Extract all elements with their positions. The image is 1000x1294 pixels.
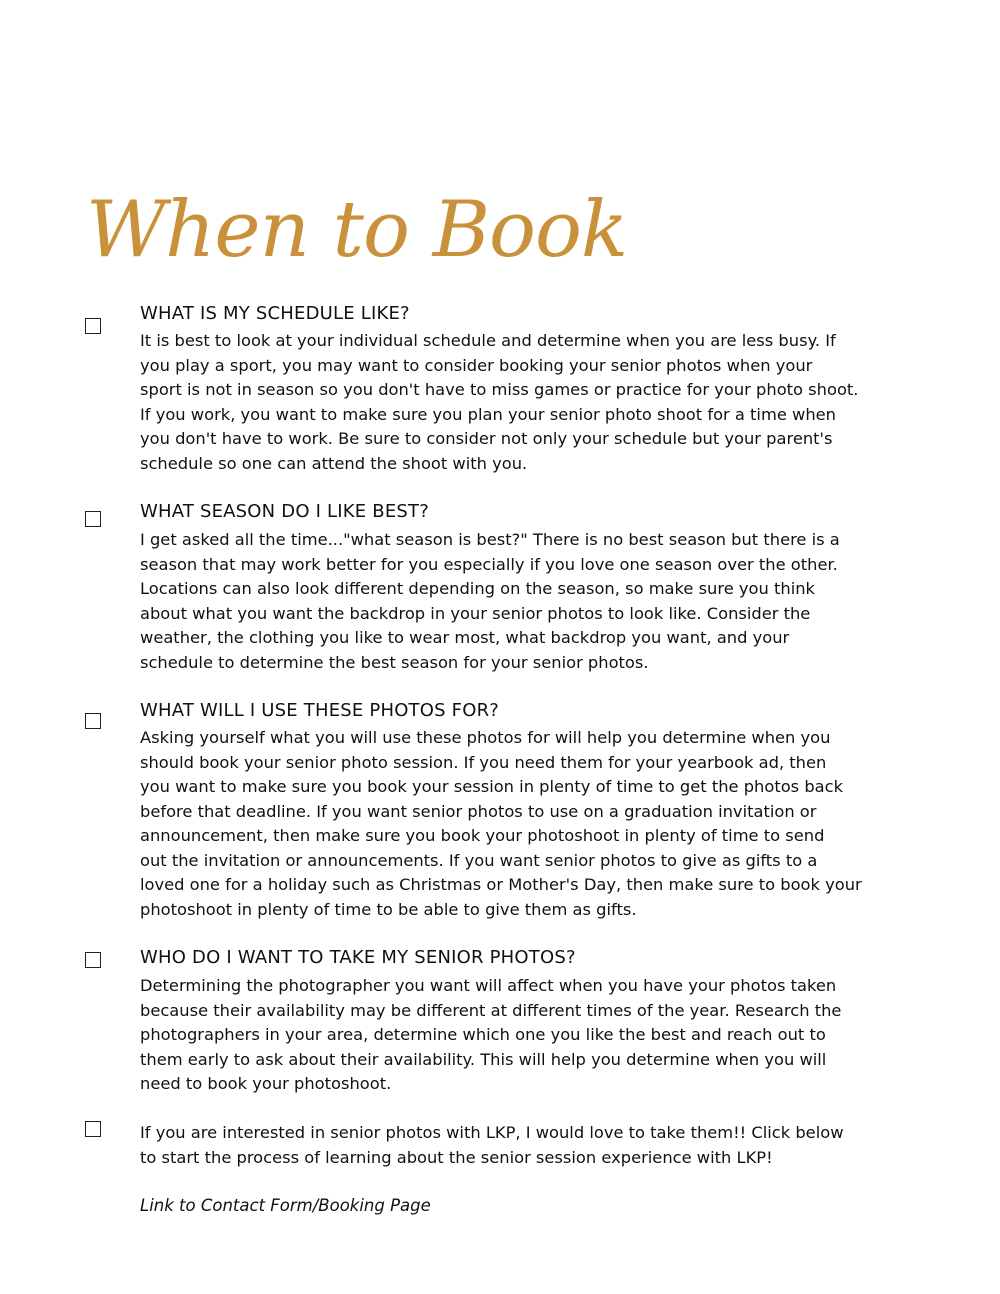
body-line: out the invitation or announcements. If you want senior photos to give as gifts to a	[140, 850, 818, 870]
section-body-season	[140, 528, 940, 675]
body-line: Locations can also look different depending on the season, so make sure you think	[140, 579, 815, 598]
body-line: them early to ask about their availability. This will help you determine when you will	[140, 1049, 827, 1069]
body-line: you want to make sure you book your session in plenty of time to get the photos back	[140, 777, 844, 796]
contact-form-link[interactable]: Link to Contact Form/Booking Page	[140, 1196, 431, 1215]
body-line: photoshoot in plenty of time to be able to give them as gifts.	[140, 899, 637, 919]
body-line: should book your senior photo session. If you need them for your yearbook ad, then	[140, 752, 827, 772]
section-heading-schedule: WHAT IS MY SCHEDULE LIKE?	[140, 303, 410, 324]
checkbox-photographer[interactable]	[85, 952, 101, 968]
body-line: announcement, then make sure you book your photoshoot in plenty of time to send	[140, 826, 825, 845]
body-line: If you are interested in senior photos with LKP, I would love to take them!! Click below	[140, 1123, 844, 1142]
body-line: Determining the photographer you want will affect when you have your photos taken	[140, 976, 837, 995]
body-line: to start the process of learning about the senior session experience with LKP!	[140, 1147, 773, 1167]
section-body-photographer	[140, 974, 940, 1097]
body-line: It is best to look at your individual schedule and determine when you are less busy. If	[140, 331, 836, 350]
checkbox-interested[interactable]	[85, 1121, 101, 1137]
section-heading-photographer: WHO DO I WANT TO TAKE MY SENIOR PHOTOS?	[140, 947, 576, 968]
checkbox-use[interactable]	[85, 713, 101, 729]
page-title	[86, 168, 628, 278]
body-line: about what you want the backdrop in your senior photos to look like. Consider the	[140, 603, 811, 623]
body-line: Asking yourself what you will use these photos for will help you determine when you	[140, 728, 831, 747]
section-heading-season: WHAT SEASON DO I LIKE BEST?	[140, 501, 429, 522]
body-line: before that deadline. If you want senior photos to use on a graduation invitation or	[140, 801, 817, 821]
body-line: schedule so one can attend the shoot with you.	[140, 453, 528, 473]
checkbox-schedule[interactable]	[85, 318, 101, 334]
section-body-schedule	[140, 329, 940, 476]
body-line: you play a sport, you may want to consider booking your senior photos when your	[140, 355, 813, 375]
body-line: sport is not in season so you don't have to miss games or practice for your photo shoot.	[140, 380, 859, 399]
title-text: When to Book	[86, 185, 628, 275]
body-line: you don't have to work. Be sure to consider not only your schedule but your parent's	[140, 429, 833, 448]
body-line: need to book your photoshoot.	[140, 1074, 392, 1093]
body-line: I get asked all the time..."what season is best?" There is no best season but there is a	[140, 530, 840, 549]
body-line: weather, the clothing you like to wear most, what backdrop you want, and your	[140, 628, 790, 647]
body-line: If you work, you want to make sure you plan your senior photo shoot for a time when	[140, 404, 836, 424]
body-line: because their availability may be different at different times of the year. Research the	[140, 1000, 842, 1020]
body-line: season that may work better for you especially if you love one season over the other.	[140, 554, 838, 574]
section-heading-use: WHAT WILL I USE THESE PHOTOS FOR?	[140, 700, 500, 721]
section-body-use	[140, 726, 940, 922]
section-body-interested	[140, 1121, 940, 1170]
body-line: photographers in your area, determine which one you like the best and reach out to	[140, 1025, 826, 1044]
body-line: schedule to determine the best season for your senior photos.	[140, 652, 649, 672]
title-script	[86, 168, 628, 278]
body-line: loved one for a holiday such as Christmas or Mother's Day, then make sure to book your	[140, 875, 862, 894]
checkbox-season[interactable]	[85, 511, 101, 527]
